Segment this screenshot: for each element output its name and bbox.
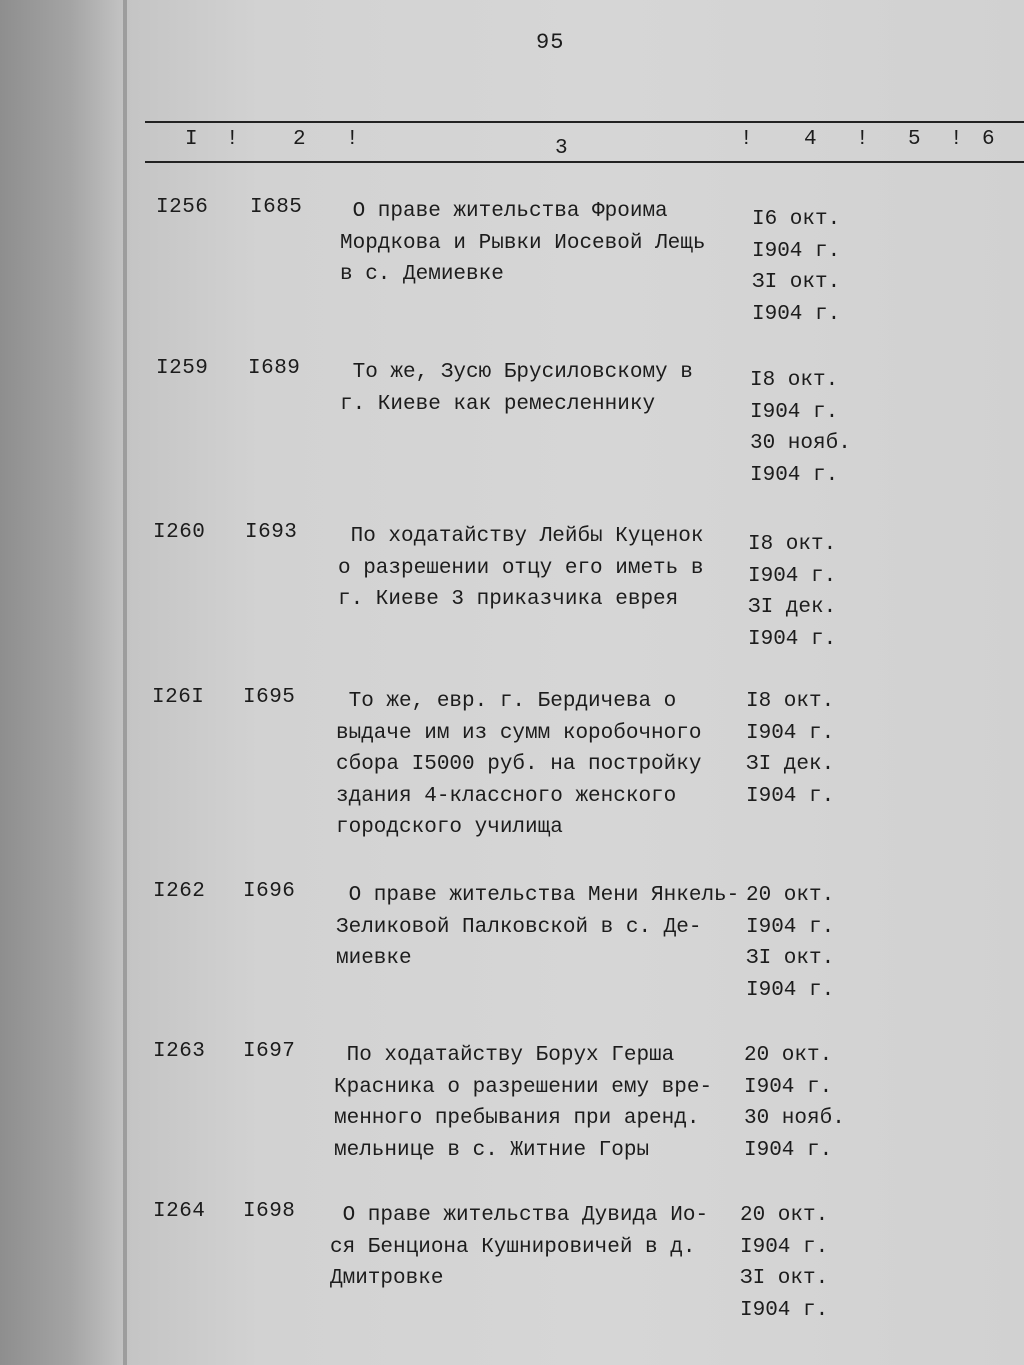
column-header-3: 3 <box>555 137 568 160</box>
file-number: I696 <box>243 880 296 903</box>
entry-description: То же, Зусю Брусиловскому в г. Киеве как ремесленнику <box>340 361 693 416</box>
file-number: I693 <box>245 521 298 544</box>
file-number: I695 <box>243 686 296 709</box>
entry-dates: 20 окт. I904 г. 30 нояб. I904 г. <box>744 1044 845 1162</box>
column-separator: ! <box>226 128 239 151</box>
entry-number: I264 <box>153 1200 206 1223</box>
file-number: I689 <box>248 357 301 380</box>
entry-description: О праве жительства Фроима Мордкова и Рывки Иосевой Лещь в с. Демиевке <box>340 200 706 286</box>
entry-dates: I8 окт. I904 г. 30 нояб. I904 г. <box>750 369 851 487</box>
column-separator: ! <box>856 128 869 151</box>
entry-dates: 20 окт. I904 г. ЗI окт. I904 г. <box>740 1204 829 1322</box>
entry-description: О праве жительства Дувида Ио- ся Бенциона Кушнировичей в д. Дмитровке <box>330 1204 709 1290</box>
header-bottom-rule <box>145 161 1024 163</box>
entry-description: То же, евр. г. Бердичева о выдаче им из сумм коробочного сбора I5000 руб. на постройку здания 4-классного женского городского училища <box>336 690 702 839</box>
entry-description: По ходатайству Борух Герша Красника о разрешении ему вре- менного пребывания при аренд. мельнице в с. Житние Горы <box>334 1044 713 1162</box>
entry-description: О праве жительства Мени Янкель- Зеликовой Палковской в с. Де- миевке <box>336 884 740 970</box>
column-header-1: I <box>185 128 198 151</box>
entry-number: I262 <box>153 880 206 903</box>
column-header-6: 6 <box>982 128 995 151</box>
file-number: I697 <box>243 1040 296 1063</box>
entry-description: По ходатайству Лейбы Куценок о разрешении отцу его иметь в г. Киеве 3 приказчика еврея <box>338 525 704 611</box>
column-header-4: 4 <box>804 128 817 151</box>
column-separator: ! <box>740 128 753 151</box>
column-separator: ! <box>346 128 359 151</box>
entry-number: I259 <box>156 357 209 380</box>
column-header-5: 5 <box>908 128 921 151</box>
entry-dates: 20 окт. I904 г. ЗI окт. I904 г. <box>746 884 835 1002</box>
column-separator: ! <box>950 128 963 151</box>
file-number: I685 <box>250 196 303 219</box>
entry-number: I26I <box>152 686 205 709</box>
entry-dates: I8 окт. I904 г. ЗI дек. I904 г. <box>748 533 837 651</box>
entry-number: I260 <box>153 521 206 544</box>
entry-dates: I8 окт. I904 г. ЗI дек. I904 г. <box>746 690 835 808</box>
column-header-2: 2 <box>293 128 306 151</box>
entry-number: I263 <box>153 1040 206 1063</box>
file-number: I698 <box>243 1200 296 1223</box>
book-gutter <box>123 0 127 1365</box>
entry-number: I256 <box>156 196 209 219</box>
header-top-rule <box>145 121 1024 123</box>
page-number: 95 <box>536 30 565 55</box>
entry-dates: I6 окт. I904 г. ЗI окт. I904 г. <box>752 208 841 326</box>
